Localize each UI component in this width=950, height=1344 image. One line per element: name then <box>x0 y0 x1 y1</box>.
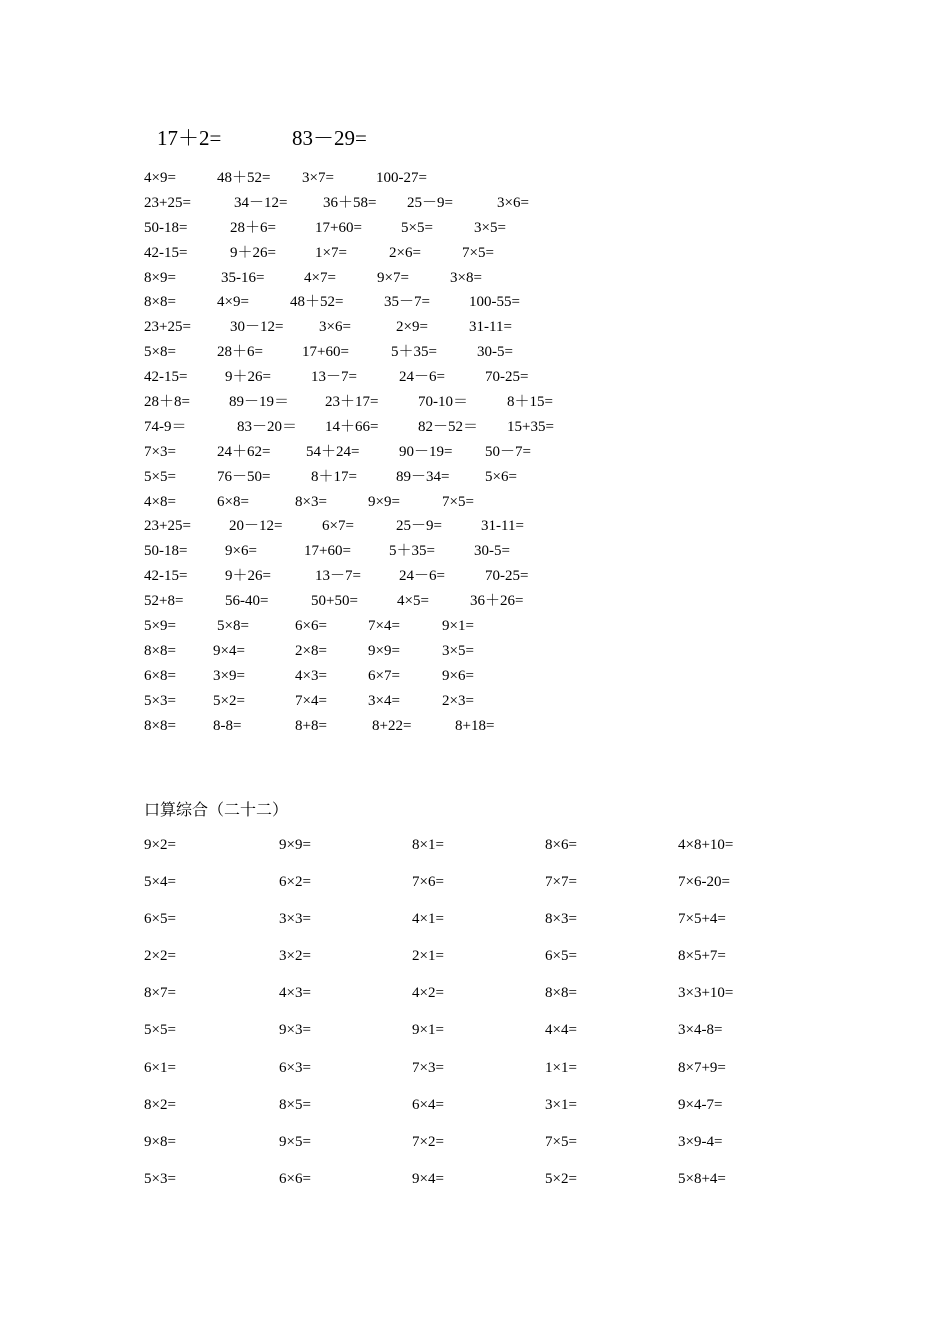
grid-problem: 6×2= <box>279 874 311 891</box>
grid-problem: 9×9= <box>279 837 311 853</box>
problem: 42-15= <box>144 568 188 585</box>
problem: 4×9= <box>217 294 249 311</box>
problem: 89－34= <box>396 468 450 485</box>
problem-row <box>0 166 950 191</box>
problem-row <box>0 241 950 266</box>
problem: 4×9= <box>144 170 176 186</box>
grid-problem: 8×1= <box>412 837 444 853</box>
grid-problem: 8×5= <box>279 1096 311 1113</box>
problem: 30-5= <box>474 543 510 560</box>
problem: 17+60= <box>302 344 349 361</box>
problem: 9×4= <box>213 642 245 659</box>
problem: 5×3= <box>144 692 176 709</box>
problem: 2×9= <box>396 319 428 336</box>
problem: 83－29= <box>292 126 367 150</box>
grid-problem: 9×1= <box>412 1022 444 1039</box>
problem: 24－6= <box>399 369 445 386</box>
problem: 28＋6= <box>217 344 263 361</box>
problem: 52+8= <box>144 593 184 610</box>
problem: 6×7= <box>368 667 400 684</box>
problem: 25－9= <box>407 194 453 211</box>
grid-row <box>0 1018 950 1055</box>
grid-problem: 6×3= <box>279 1059 311 1076</box>
problem: 70-10＝ <box>418 394 468 411</box>
problem: 42-15= <box>144 244 188 261</box>
problem: 7×5= <box>442 493 474 510</box>
problem-row <box>0 564 950 589</box>
problem: 8×9= <box>144 269 176 286</box>
grid-problem: 6×5= <box>545 948 577 965</box>
problem-row <box>0 539 950 564</box>
problem: 56-40= <box>225 593 269 610</box>
problem: 50+50= <box>311 593 358 610</box>
problem: 9×6= <box>442 667 474 684</box>
grid-problem: 3×4-8= <box>678 1022 723 1039</box>
problem-row <box>0 390 950 415</box>
problem: 7×4= <box>295 692 327 709</box>
grid-problem: 8×3= <box>545 911 577 928</box>
problem: 23＋17= <box>325 394 379 411</box>
grid-problem: 8×7+9= <box>678 1059 726 1076</box>
problem: 23+25= <box>144 319 191 336</box>
grid-problem: 2×1= <box>412 948 444 965</box>
problem: 9×9= <box>368 642 400 659</box>
problem: 24＋62= <box>217 443 271 460</box>
problem: 35－7= <box>384 294 430 311</box>
problem: 3×4= <box>368 692 400 709</box>
problem: 7×5= <box>462 244 494 261</box>
problem: 1×7= <box>315 244 347 261</box>
problem: 35-16= <box>221 269 265 286</box>
problem: 15+35= <box>507 418 554 435</box>
problem: 5×2= <box>213 692 245 709</box>
grid-problem: 4×1= <box>412 911 444 928</box>
grid-problem: 4×2= <box>412 985 444 1002</box>
grid-problem: 9×8= <box>144 1133 176 1150</box>
problem: 89－19＝ <box>229 394 290 411</box>
problem: 5×5= <box>144 468 176 485</box>
problem-row <box>0 689 950 714</box>
problem: 8+8= <box>295 717 327 734</box>
grid-problem: 7×6= <box>412 874 444 891</box>
problem: 5×8= <box>144 344 176 361</box>
problem: 9×7= <box>377 269 409 286</box>
problem: 42-15= <box>144 369 188 386</box>
problem: 5＋35= <box>391 344 437 361</box>
problem: 4×7= <box>304 269 336 286</box>
problem: 13－7= <box>311 369 357 386</box>
problem: 48＋52= <box>290 294 344 311</box>
problem: 50－7= <box>485 443 531 460</box>
grid-row <box>0 1167 950 1204</box>
problem: 17+60= <box>304 543 351 560</box>
grid-problem: 8×7= <box>144 985 176 1002</box>
grid-problem: 8×5+7= <box>678 948 726 965</box>
problem: 8×8= <box>144 717 176 734</box>
problem: 9＋26= <box>225 568 271 585</box>
grid-problem: 7×6-20= <box>678 874 730 891</box>
problem: 23+25= <box>144 194 191 211</box>
grid-problem: 9×5= <box>279 1133 311 1150</box>
grid-problem: 8×2= <box>144 1096 176 1113</box>
problem-row <box>0 315 950 340</box>
problem-row <box>0 365 950 390</box>
problem-row <box>0 266 950 291</box>
problem: 3×5= <box>474 219 506 236</box>
problem: 24－6= <box>399 568 445 585</box>
grid-problem: 6×5= <box>144 911 176 928</box>
problem: 6×8= <box>144 667 176 684</box>
problem: 20－12= <box>229 518 283 535</box>
problem: 36＋26= <box>470 593 524 610</box>
grid-problem: 6×4= <box>412 1096 444 1113</box>
problem: 6×6= <box>295 618 327 635</box>
grid-row <box>0 944 950 981</box>
problem-row <box>0 465 950 490</box>
problem: 25－9= <box>396 518 442 535</box>
problem: 3×8= <box>450 269 482 286</box>
problem: 34－12= <box>234 194 288 211</box>
grid-problem: 6×6= <box>279 1170 311 1187</box>
problem: 36＋58= <box>323 194 377 211</box>
problem: 23+25= <box>144 518 191 535</box>
problem: 54＋24= <box>306 443 360 460</box>
arithmetic-rows <box>0 166 950 738</box>
problem: 48＋52= <box>217 170 271 186</box>
problem: 28＋8= <box>144 394 190 411</box>
problem: 7×4= <box>368 618 400 635</box>
problem: 5×5= <box>401 219 433 236</box>
problem: 90－19= <box>399 443 453 460</box>
problem: 2×3= <box>442 692 474 709</box>
problem: 31-11= <box>481 518 524 535</box>
problem-row <box>0 514 950 539</box>
grid-problem: 7×3= <box>412 1059 444 1076</box>
problem: 70-25= <box>485 369 529 386</box>
arithmetic-grid <box>0 833 950 1204</box>
grid-problem: 5×8+4= <box>678 1170 726 1187</box>
grid-problem: 3×1= <box>545 1096 577 1113</box>
grid-problem: 7×5= <box>545 1133 577 1150</box>
problem: 70-25= <box>485 568 529 585</box>
problem: 7×3= <box>144 443 176 460</box>
grid-problem: 4×4= <box>545 1022 577 1039</box>
problem: 50-18= <box>144 543 188 560</box>
grid-problem: 5×4= <box>144 874 176 891</box>
problem: 8-8= <box>213 717 242 734</box>
problem: 28＋6= <box>230 219 276 236</box>
problem: 2×6= <box>389 244 421 261</box>
grid-problem: 7×7= <box>545 874 577 891</box>
problem: 3×6= <box>319 319 351 336</box>
problem: 8＋15= <box>507 394 553 411</box>
problem: 3×7= <box>302 170 334 186</box>
problem-row <box>0 589 950 614</box>
problem: 4×8= <box>144 493 176 510</box>
problem: 83－20＝ <box>237 418 298 435</box>
grid-problem: 7×2= <box>412 1133 444 1150</box>
problem: 3×5= <box>442 642 474 659</box>
problem-row <box>0 664 950 689</box>
problem: 5×8= <box>217 618 249 635</box>
top-problems <box>0 122 950 152</box>
problem: 4×5= <box>397 593 429 610</box>
problem: 3×6= <box>497 194 529 211</box>
problem: 100-27= <box>376 170 427 186</box>
grid-row <box>0 1093 950 1130</box>
problem: 31-11= <box>469 319 512 336</box>
grid-problem: 5×3= <box>144 1170 176 1187</box>
grid-problem: 9×4= <box>412 1170 444 1187</box>
problem: 30－12= <box>230 319 284 336</box>
grid-problem: 9×2= <box>144 837 176 853</box>
problem: 14＋66= <box>325 418 379 435</box>
grid-problem: 3×3+10= <box>678 985 734 1002</box>
problem: 9＋26= <box>230 244 276 261</box>
problem-row <box>0 614 950 639</box>
grid-problem: 4×8+10= <box>678 837 734 853</box>
problem: 8×3= <box>295 493 327 510</box>
problem-row <box>0 191 950 216</box>
grid-problem: 7×5+4= <box>678 911 726 928</box>
problem: 3×9= <box>213 667 245 684</box>
problem: 74-9＝ <box>144 418 187 435</box>
problem: 8+18= <box>455 717 495 734</box>
grid-problem: 1×1= <box>545 1059 577 1076</box>
problem: 8×8= <box>144 642 176 659</box>
grid-row <box>0 1130 950 1167</box>
grid-problem: 2×2= <box>144 948 176 965</box>
problem: 13－7= <box>315 568 361 585</box>
problem: 82－52＝ <box>418 418 479 435</box>
problem: 76－50= <box>217 468 271 485</box>
grid-problem: 5×5= <box>144 1022 176 1039</box>
problem: 4×3= <box>295 667 327 684</box>
problem: 5×9= <box>144 618 176 635</box>
problem: 17＋2= <box>157 126 222 150</box>
problem-row <box>0 216 950 241</box>
problem: 9×9= <box>368 493 400 510</box>
problem-row <box>0 639 950 664</box>
problem-row <box>0 490 950 515</box>
grid-problem: 8×6= <box>545 837 577 853</box>
problem-row <box>0 714 950 739</box>
grid-row <box>0 833 950 870</box>
grid-problem: 6×1= <box>144 1059 176 1076</box>
problem: 5×6= <box>485 468 517 485</box>
problem: 6×7= <box>322 518 354 535</box>
grid-problem: 8×8= <box>545 985 577 1002</box>
problem-row <box>0 340 950 365</box>
problem: 9×6= <box>225 543 257 560</box>
problem: 2×8= <box>295 642 327 659</box>
problem: 17+60= <box>315 219 362 236</box>
problem-row <box>0 440 950 465</box>
problem: 8+22= <box>372 717 412 734</box>
section-title: 口算综合（二十二） <box>144 802 289 819</box>
problem: 9＋26= <box>225 369 271 386</box>
grid-row <box>0 870 950 907</box>
problem: 30-5= <box>477 344 513 361</box>
grid-problem: 3×3= <box>279 911 311 928</box>
grid-row <box>0 1056 950 1093</box>
grid-row <box>0 981 950 1018</box>
grid-row <box>0 907 950 944</box>
problem: 9×1= <box>442 618 474 635</box>
problem: 50-18= <box>144 219 188 236</box>
grid-problem: 3×9-4= <box>678 1133 723 1150</box>
problem: 8＋17= <box>311 468 357 485</box>
problem: 8×8= <box>144 294 176 311</box>
problem: 5＋35= <box>389 543 435 560</box>
problem-row <box>0 290 950 315</box>
problem: 100-55= <box>469 294 520 311</box>
grid-problem: 4×3= <box>279 985 311 1002</box>
grid-problem: 3×2= <box>279 948 311 965</box>
problem-row <box>0 415 950 440</box>
grid-problem: 9×3= <box>279 1022 311 1039</box>
problem: 6×8= <box>217 493 249 510</box>
grid-problem: 5×2= <box>545 1170 577 1187</box>
grid-problem: 9×4-7= <box>678 1096 723 1113</box>
